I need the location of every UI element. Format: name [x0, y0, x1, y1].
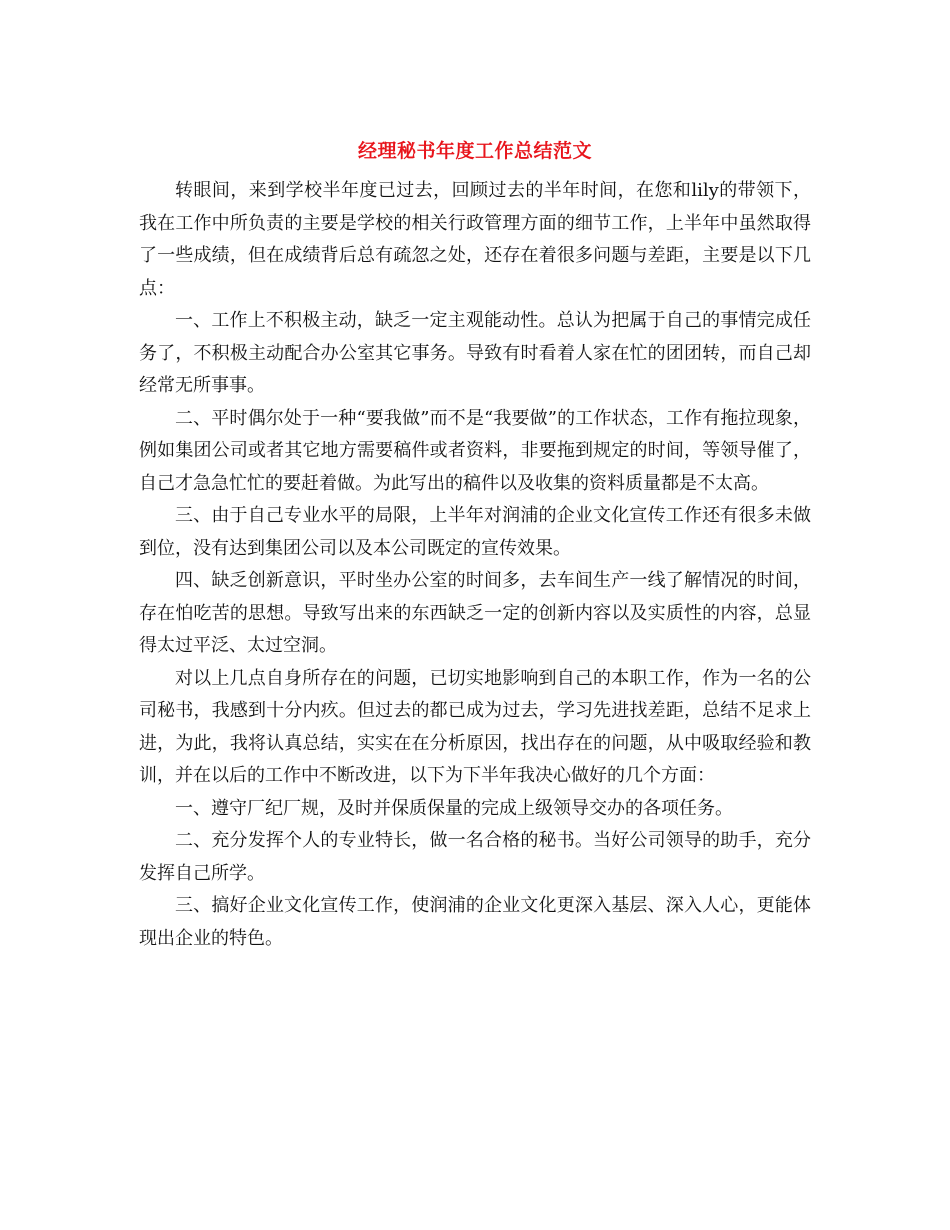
paragraph-reflection: 对以上几点自身所存在的问题，已切实地影响到自己的本职工作，作为一名的公司秘书，我感到十分内疚。但过去的都已成为过去，学习先进找差距，总结不足求上进，为此，我将认真总结，实实在在分析原因，找出存在的问题，从中吸取经验和教训，并在以后的工作中不断改进，以下为下半年我决心做好的几个方面： [139, 667, 811, 786]
paragraph-issue-2: 二、平时偶尔处于一种“要我做”而不是“我要做”的工作状态，工作有拖拉现象，例如集团公司或者其它地方需要稿件或者资料，非要拖到规定的时间，等领导催了，自己才急急忙忙的要赶着做。为此写出的稿件以及收集的资料质量都是不太高。 [139, 407, 811, 494]
paragraph-intro: 转眼间，来到学校半年度已过去，回顾过去的半年时间，在您和lily的带领下，我在工作中所负责的主要是学校的相关行政管理方面的细节工作，上半年中虽然取得了一些成绩，但在成绩背后总有疏忽之处，还存在着很多问题与差距，主要是以下几点： [139, 180, 811, 299]
paragraph-plan-2: 二、充分发挥个人的专业特长，做一名合格的秘书。当好公司领导的助手，充分发挥自己所学。 [139, 830, 811, 884]
document-body [139, 175, 811, 955]
document-title: 经理秘书年度工作总结范文 [357, 140, 592, 162]
paragraph-plan-1: 一、遵守厂纪厂规，及时并保质保量的完成上级领导交办的各项任务。 [175, 797, 733, 819]
paragraph-issue-1: 一、工作上不积极主动，缺乏一定主观能动性。总认为把属于自己的事情完成任务了，不积极主动配合办公室其它事务。导致有时看着人家在忙的团团转，而自己却经常无所事事。 [139, 310, 811, 396]
paragraph-issue-4: 四、缺乏创新意识，平时坐办公室的时间多，去车间生产一线了解情况的时间，存在怕吃苦的思想。导致写出来的东西缺乏一定的创新内容以及实质性的内容，总显得太过平泛、太过空洞。 [139, 570, 811, 656]
paragraph-plan-3: 三、搞好企业文化宣传工作，使润浦的企业文化更深入基层、深入人心，更能体现出企业的特色。 [139, 895, 811, 949]
paragraph-issue-3: 三、由于自己专业水平的局限，上半年对润浦的企业文化宣传工作还有很多未做到位，没有达到集团公司以及本公司既定的宣传效果。 [139, 505, 811, 559]
